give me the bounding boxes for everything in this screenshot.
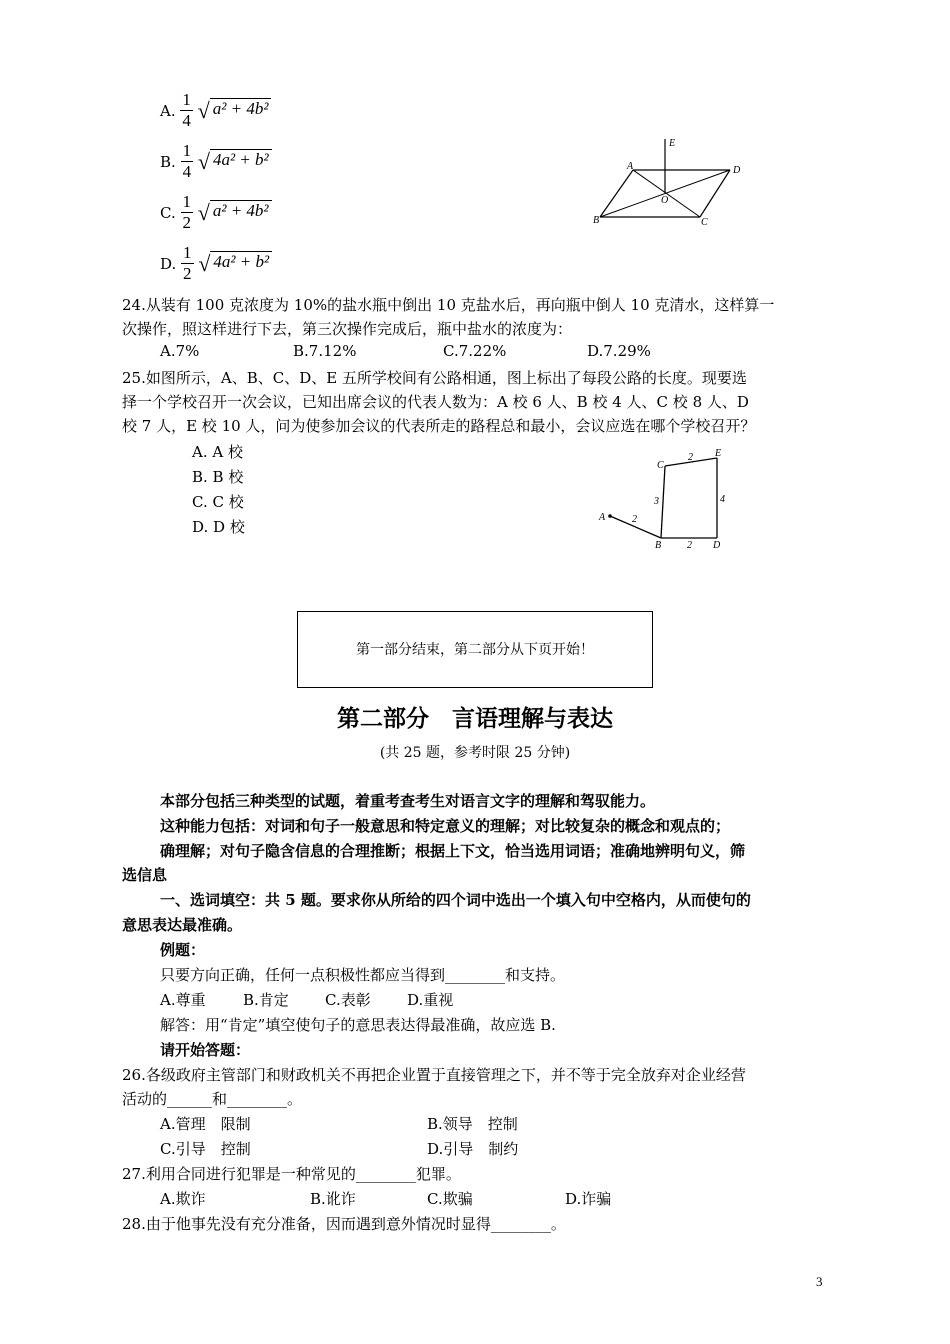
node-label-d: D <box>713 540 721 551</box>
parallelogram-figure <box>585 135 750 230</box>
q26-option-c: C.引导 控制 <box>160 1140 251 1158</box>
q24-option-d: D.7.29% <box>587 342 651 360</box>
q23-option-c <box>160 192 272 233</box>
edge-label-ed: 4 <box>720 494 725 505</box>
q23-option-b <box>160 141 272 182</box>
q28-line1: 28.由于他事先没有充分准备，因而遇到意外情况时显得________。 <box>122 1215 566 1233</box>
intro-line3: 确理解；对句子隐含信息的合理推断；根据上下文，恰当选用词语；准确地辨明句义，筛 <box>160 842 746 860</box>
intro-line2: 这种能力包括：对词和句子一般意思和特定意义的理解；对比较复杂的概念和观点的； <box>160 817 731 835</box>
label-a: A <box>627 161 634 172</box>
fraction: $\frac{1}{4}$ <box>182 141 192 181</box>
q25-line1: 25.如图所示，A、B、C、D、E 五所学校间有公路相通，图上标出了每段公路的长度。现要选 <box>122 369 747 387</box>
q24-line1: 24.从装有 100 克浓度为 10%的盐水瓶中倒出 10 克盐水后，再向瓶中倒人 10 克清水，这样算一 <box>122 296 775 314</box>
page-number: 3 <box>816 1274 823 1289</box>
q24-option-c: C.7.22% <box>443 342 507 360</box>
label-o: O <box>661 195 669 206</box>
edge-label-cb: 3 <box>654 496 659 507</box>
label-e: E <box>669 138 676 149</box>
label-c: C <box>701 217 708 228</box>
label-d: D <box>733 165 741 176</box>
example-question: 只要方向正确，任何一点积极性都应当得到________和支持。 <box>160 966 566 984</box>
fraction: $\frac{1}{4}$ <box>182 90 191 130</box>
q23-option-d <box>160 243 272 284</box>
option-label: B. <box>160 152 176 171</box>
square-root: √ 4a² + b² <box>198 251 272 277</box>
q24-option-b: B.7.12% <box>293 342 357 360</box>
q24-line2: 次操作，照这样进行下去，第三次操作完成后，瓶中盐水的浓度为： <box>122 320 573 338</box>
q25-option-a: A. A 校 <box>192 443 243 461</box>
option-label: A. <box>160 101 176 120</box>
node-label-b: B <box>655 540 662 551</box>
edge-ba <box>600 170 633 217</box>
q27-option-d: D.诈骗 <box>565 1190 612 1208</box>
road-c-b <box>661 466 665 538</box>
node-label-c: C <box>657 460 664 471</box>
part2-title: 第二部分 言语理解与表达 <box>337 706 613 732</box>
diagonal-ac <box>633 170 700 217</box>
road-network-figure <box>595 448 740 553</box>
q25-option-b: B. B 校 <box>192 468 244 486</box>
example-answer: 解答：用“肯定”填空使句子的意思表达得最准确，故应选 B. <box>160 1016 556 1034</box>
notice-text: 第一部分结束，第二部分从下页开始！ <box>356 642 594 658</box>
square-root: √ a² + 4b² <box>198 98 272 124</box>
square-root: √ 4a² + b² <box>198 149 272 175</box>
intro-line1: 本部分包括三种类型的试题，着重考查考生对语言文字的理解和驾驭能力。 <box>160 792 656 810</box>
q26-option-b: B.领导 控制 <box>427 1115 518 1133</box>
q26-line1: 26.各级政府主管部门和财政机关不再把企业置于直接管理之下，并不等于完全放弃对企业经营 <box>122 1066 746 1084</box>
q27-option-a: A.欺诈 <box>160 1190 206 1208</box>
option-label: D. <box>160 254 177 273</box>
section1-line1: 一、选词填空：共 5 题。要求你从所给的四个词中选出一个填入句中空格内，从而使句的 <box>160 891 751 909</box>
node-label-e: E <box>715 448 722 459</box>
intro-line4: 选信息 <box>122 866 168 884</box>
notice-box <box>297 611 653 688</box>
option-label: C. <box>160 203 176 222</box>
q26-option-d: D.引导 制约 <box>427 1140 519 1158</box>
example-option-a: A.尊重 <box>160 991 206 1009</box>
edge-label-ab: 2 <box>632 514 637 525</box>
node-a-dot <box>608 514 612 518</box>
q25-line2: 择一个学校召开一次会议，已知出席会议的代表人数为：A 校 6 人、B 校 4 人、C 校 8 人、D <box>122 393 749 411</box>
q27-option-c: C.欺骗 <box>427 1190 473 1208</box>
q26-option-a: A.管理 限制 <box>160 1115 251 1133</box>
edge-label-ce: 2 <box>688 452 693 463</box>
fraction: $\frac{1}{2}$ <box>183 243 192 283</box>
q25-line3: 校 7 人，E 校 10 人，问为使参加会议的代表所走的路程总和最小，会议应选在哪个学校召开？ <box>122 417 756 435</box>
label-b: B <box>593 215 600 226</box>
start-label: 请开始答题： <box>160 1041 251 1059</box>
example-label: 例题： <box>160 941 206 959</box>
example-option-d: D.重视 <box>407 991 454 1009</box>
example-option-b: B.肯定 <box>243 991 289 1009</box>
q27-line1: 27.利用合同进行犯罪是一种常见的________犯罪。 <box>122 1165 461 1183</box>
q24-option-a: A.7% <box>160 342 200 360</box>
q27-option-b: B.讹诈 <box>310 1190 356 1208</box>
q23-option-a <box>160 90 271 131</box>
example-option-c: C.表彰 <box>325 991 371 1009</box>
q26-line2: 活动的______和________。 <box>122 1090 303 1108</box>
section1-line2: 意思表达最准确。 <box>122 916 243 934</box>
fraction: $\frac{1}{2}$ <box>182 192 191 232</box>
edge-label-bd: 2 <box>687 540 692 551</box>
part2-subtitle: (共 25 题，参考时限 25 分钟) <box>379 745 571 761</box>
square-root: √ a² + 4b² <box>198 200 272 226</box>
q25-option-d: D. D 校 <box>192 518 245 536</box>
edge-dc <box>700 170 730 217</box>
node-label-a: A <box>599 512 606 523</box>
q25-option-c: C. C 校 <box>192 493 244 511</box>
